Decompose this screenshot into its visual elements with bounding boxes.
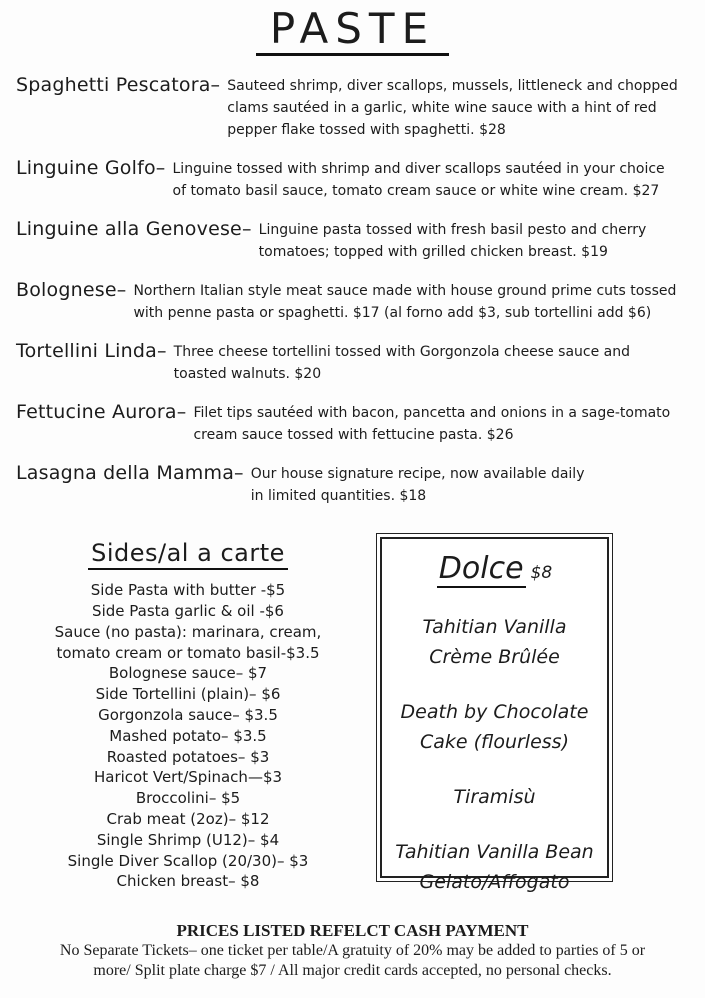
menu-item-description: Northern Italian style meat sauce made with house ground prime cuts tossed with penne pasta or spaghetti. $17 (al forno add $3, sub tortellini add $6) xyxy=(133,283,677,322)
menu-item-bolognese xyxy=(16,279,693,324)
menu-item-name: Linguine Golfo– xyxy=(16,157,166,180)
menu-item-fettucine-aurora xyxy=(16,401,693,446)
menu-item-description: Filet tips sautéed with bacon, pancetta and onions in a sage-tomato cream sauce tossed with fettucine pasta. $26 xyxy=(193,405,671,444)
dolce-item-tiramisu: Tiramisù xyxy=(453,786,536,809)
dolce-box xyxy=(376,533,613,894)
menu-item-linguine-golfo xyxy=(16,157,693,202)
dolce-item-death-by-chocolate: Death by Chocolate Cake (flourless) xyxy=(400,701,589,754)
menu-item-lasagna-della-mamma xyxy=(16,462,693,507)
page-title: PASTE xyxy=(256,6,449,56)
dolce-heading-row xyxy=(382,551,607,588)
dolce-heading: Dolce xyxy=(438,551,524,587)
menu-header xyxy=(0,0,705,56)
dolce-item-gelato-affogato: Tahitian Vanilla Bean Gelato/Affogato xyxy=(395,841,594,894)
menu-item-name: Lasagna della Mamma– xyxy=(16,462,244,485)
sides-list: Side Pasta with butter -$5 Side Pasta garlic & oil -$6 Sauce (no pasta): marinara, cream, tomato cream or tomato basil-$3.5 Bolognese sauce– $7 Side Tortellini (plain)– $6 Gorgonzola sauce– $3.5 Mashed potato– $3.5 Roasted potatoes– $3 Haricot Vert/Spinach—$3 Broccolini– $5 Crab meat (2oz)– $12 Single Shrimp (U12)– $4 Single Diver Scallop (20/30)– $3 Chicken breast– $8 xyxy=(54,581,322,891)
menu-item-description: Sauteed shrimp, diver scallops, mussels, littleneck and chopped clams sautéed in a garlic, white wine sauce with a hint of red pepper flake tossed with spaghetti. $28 xyxy=(227,78,678,139)
footer-cash-payment-notice: PRICES LISTED REFELCT CASH PAYMENT xyxy=(176,921,529,941)
sides-section xyxy=(0,533,376,892)
menu-item-name: Fettucine Aurora– xyxy=(16,401,187,424)
menu-item-name: Bolognese– xyxy=(16,279,127,302)
footer-policy-line-2: more/ Split plate charge $7 / All major credit cards accepted, no personal checks. xyxy=(93,962,612,980)
menu-item-name: Tortellini Linda– xyxy=(16,340,167,363)
menu-item-name: Linguine alla Genovese– xyxy=(16,218,252,241)
sides-heading: Sides/al a carte xyxy=(88,539,288,570)
pasta-item-list xyxy=(0,56,705,507)
menu-item-description: Linguine tossed with shrimp and diver scallops sautéed in your choice of tomato basil sauce, tomato cream sauce or white wine cream. $27 xyxy=(172,161,665,200)
menu-item-description: Our house signature recipe, now available daily in limited quantities. $18 xyxy=(250,466,585,505)
menu-item-spaghetti-pescatora xyxy=(16,74,693,141)
menu-item-name: Spaghetti Pescatora– xyxy=(16,74,221,97)
footer-policy-line-1: No Separate Tickets– one ticket per table/A gratuity of 20% may be added to parties of 5 or xyxy=(59,942,646,960)
dolce-box-inner xyxy=(380,537,609,894)
lower-section xyxy=(0,533,705,892)
menu-item-linguine-alla-genovese xyxy=(16,218,693,263)
menu-item-description: Three cheese tortellini tossed with Gorgonzola cheese sauce and toasted walnuts. $20 xyxy=(173,344,630,383)
footer xyxy=(0,920,705,981)
menu-item-tortellini-linda xyxy=(16,340,693,385)
menu-item-description: Linguine pasta tossed with fresh basil pesto and cherry tomatoes; topped with grilled chicken breast. $19 xyxy=(258,222,647,261)
dolce-item-creme-brulee: Tahitian Vanilla Crème Brûlée xyxy=(422,616,567,669)
dolce-price: $8 xyxy=(530,563,553,584)
